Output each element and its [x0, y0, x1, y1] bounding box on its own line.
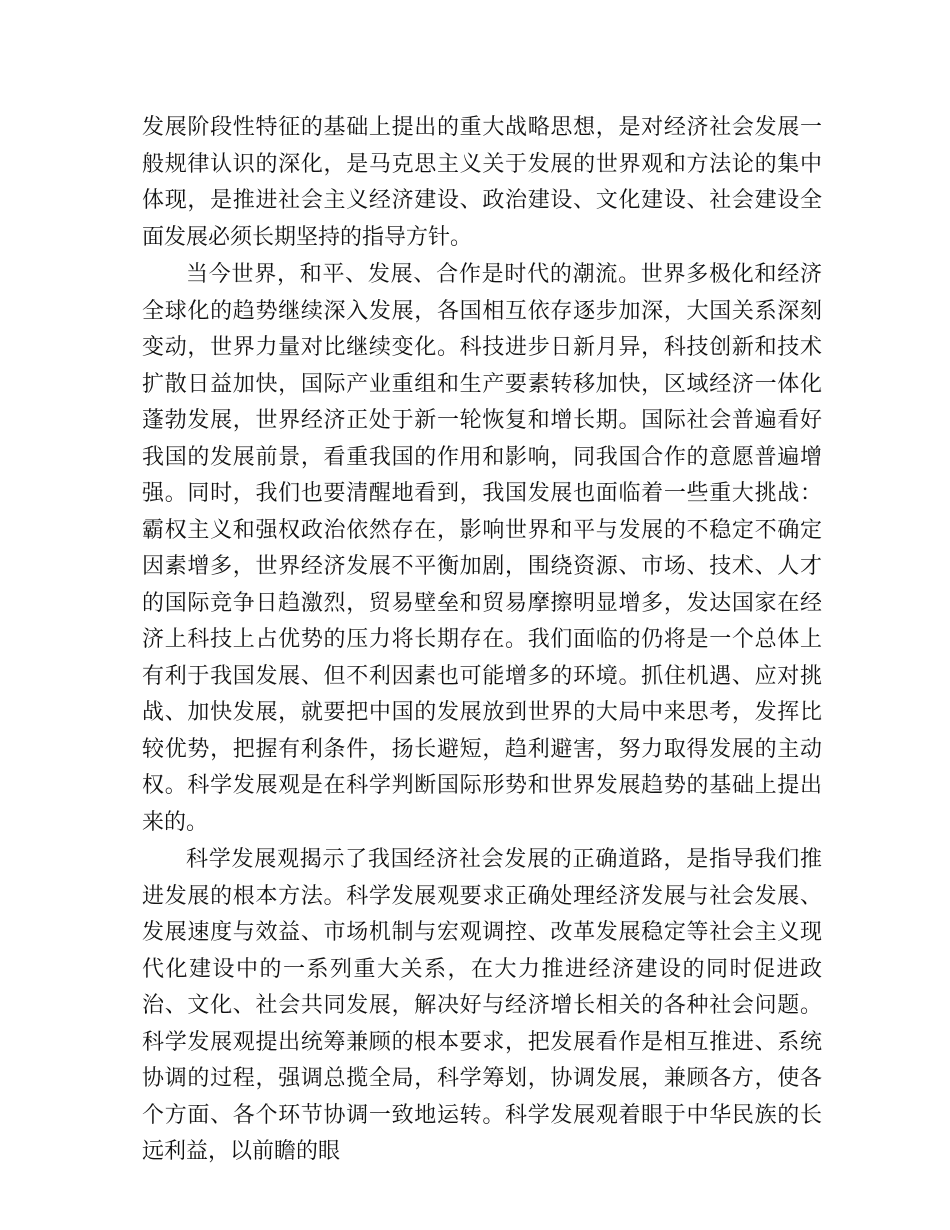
paragraph-3: 科学发展观揭示了我国经济社会发展的正确道路，是指导我们推进发展的根本方法。科学发展观要求正确处理经济发展与社会发展、发展速度与效益、市场机制与宏观调控、改革发展稳定等社会主义现代化建设中的一系列重大关系，在大力推进经济建设的同时促进政治、文化、社会共同发展，解决好与经济增长相关的各种社会问题。科学发展观提出统筹兼顾的根本要求，把发展看作是相互推进、系统协调的过程，强调总揽全局，科学筹划，协调发展，兼顾各方，使各个方面、各个环节协调一致地运转。科学发展观着眼于中华民族的长远利益，以前瞻的眼	[142, 847, 822, 1164]
document-body	[142, 110, 822, 1172]
paragraph-2: 当今世界，和平、发展、合作是时代的潮流。世界多极化和经济全球化的趋势继续深入发展，各国相互依存逐步加深，大国关系深刻变动，世界力量对比继续变化。科技进步日新月异，科技创新和技术扩散日益加快，国际产业重组和生产要素转移加快，区域经济一体化蓬勃发展，世界经济正处于新一轮恢复和增长期。国际社会普遍看好我国的发展前景，看重我国的作用和影响，同我国合作的意愿普遍增强。同时，我们也要清醒地看到，我国发展也面临着一些重大挑战：霸权主义和强权政治依然存在，影响世界和平与发展的不稳定不确定因素增多，世界经济发展不平衡加剧，围绕资源、市场、技术、人才的国际竞争日趋激烈，贸易壁垒和贸易摩擦明显增多，发达国家在经济上科技上占优势的压力将长期存在。我们面临的仍将是一个总体上有利于我国发展、但不利因素也可能增多的环境。抓住机遇、应对挑战、加快发展，就要把中国的发展放到世界的大局中来思考，发挥比较优势，把握有利条件，扬长避短，趋利避害，努力取得发展的主动权。科学发展观是在科学判断国际形势和世界发展趋势的基础上提出来的。	[142, 262, 822, 835]
paragraph-1: 发展阶段性特征的基础上提出的重大战略思想，是对经济社会发展一般规律认识的深化，是马克思主义关于发展的世界观和方法论的集中体现，是推进社会主义经济建设、政治建设、文化建设、社会建设全面发展必须长期坚持的指导方针。	[142, 115, 822, 250]
